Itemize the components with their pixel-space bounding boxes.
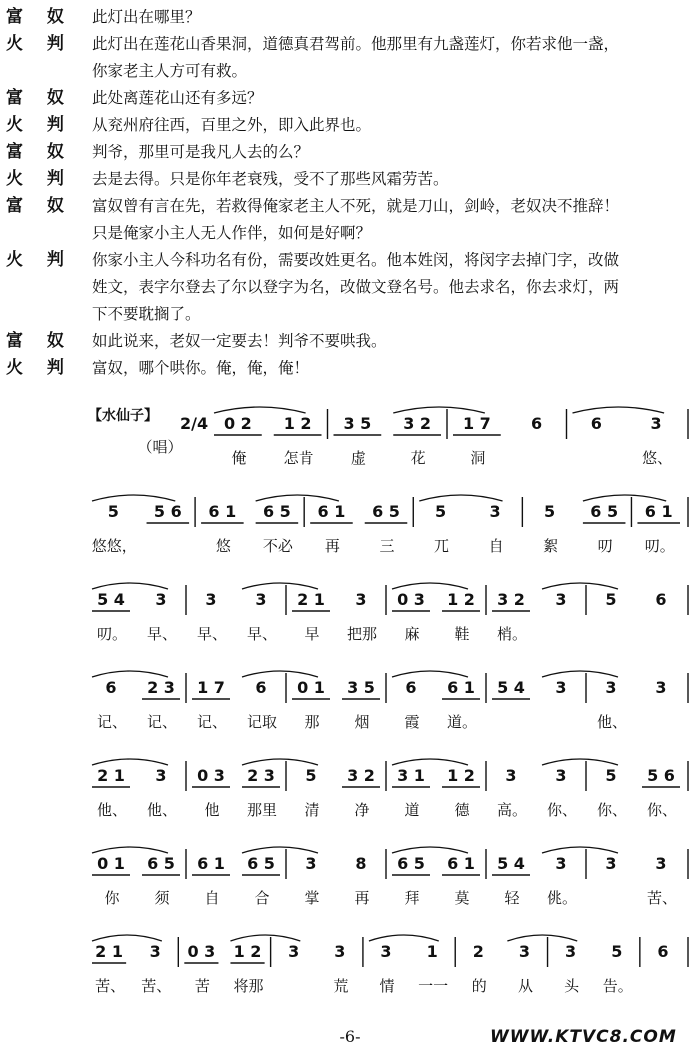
- lyric-syllable: 那: [304, 713, 320, 731]
- lyric-syllable: 他、: [96, 801, 127, 819]
- score-note: 6 1: [447, 678, 475, 697]
- score-note: 2 1: [95, 942, 123, 961]
- score-note: 1 2: [447, 766, 475, 785]
- score-note: 3: [355, 590, 367, 609]
- score-note: 5: [605, 590, 617, 609]
- lyric-syllable: 荒: [333, 977, 349, 995]
- score-note: 1 2: [447, 590, 475, 609]
- score-note: 6 1: [208, 502, 237, 521]
- score-note: 3: [149, 942, 161, 961]
- speech-text: 从兖州府往西，百里之外，即入此界也。: [92, 116, 372, 134]
- dialogue-line: [0, 220, 700, 247]
- lyric-syllable: 告。: [602, 977, 633, 995]
- score-note: 3: [555, 854, 567, 873]
- lyric-syllable: 叨。: [96, 625, 127, 643]
- lyric-syllable: 苦、: [95, 977, 126, 995]
- score-note: 5: [107, 502, 119, 521]
- lyric-syllable: 道。: [446, 713, 477, 731]
- qupai-title: 【水仙子】: [88, 408, 158, 424]
- dialogue-line: [0, 85, 700, 112]
- lyric-syllable: 自: [488, 537, 504, 555]
- score-note: 2: [472, 942, 484, 961]
- dialogue-line: [0, 4, 700, 31]
- lyric-syllable: 掌: [304, 889, 320, 907]
- slur-arc: [92, 935, 162, 941]
- score-note: 3: [155, 590, 167, 609]
- lyric-syllable: 轻: [504, 889, 520, 907]
- score-note: 6 5: [262, 502, 291, 521]
- time-signature: 2/4: [180, 414, 209, 433]
- lyric-syllable: 早、: [146, 625, 177, 643]
- dialogue-line: [0, 328, 700, 355]
- speech-text: 只是俺家小主人无人作伴，如何是好啊？: [92, 224, 372, 242]
- lyric-syllable: 叨: [597, 537, 613, 555]
- lyric-syllable: 不必: [262, 537, 293, 555]
- slur-arc: [369, 935, 439, 941]
- slur-arc: [542, 759, 618, 765]
- lyric-syllable: 自: [204, 889, 220, 907]
- speech-text: 富奴，哪个哄你。俺，俺，俺！: [92, 359, 310, 377]
- lyric-syllable: 他、: [146, 801, 177, 819]
- lyric-syllable: 梢。: [496, 625, 527, 643]
- dialogue-line: [0, 301, 700, 328]
- lyric-syllable: 拜: [404, 889, 420, 907]
- lyric-syllable: 的: [471, 977, 487, 995]
- slur-arc: [507, 935, 577, 941]
- speech-text: 此灯出在哪里？: [92, 8, 201, 26]
- speaker-name: 富 奴: [6, 142, 73, 162]
- lyric-syllable: 你: [104, 889, 120, 907]
- score-note: 6: [531, 414, 543, 433]
- lyric-syllable: 清: [304, 801, 320, 819]
- score-note: 0 2: [223, 414, 252, 433]
- slur-arc: [583, 495, 666, 501]
- score-note: 1: [426, 942, 438, 961]
- lyric-syllable: 莫: [454, 889, 470, 907]
- slur-arc: [92, 847, 168, 853]
- lyric-syllable: 洞: [470, 449, 486, 467]
- numbered-music-score: [0, 395, 700, 1015]
- lyric-syllable: 记、: [196, 713, 227, 731]
- speech-text: 此灯出在莲花山香果洞，道德真君驾前。他那里有九盏莲灯，你若求他一盏，: [92, 35, 620, 53]
- speech-text: 下不要耽搁了。: [92, 305, 201, 323]
- dialogue-line: [0, 166, 700, 193]
- score-note: 0 3: [197, 766, 225, 785]
- slur-arc: [256, 495, 339, 501]
- lyric-syllable: 高。: [496, 801, 527, 819]
- lyric-syllable: 把那: [346, 625, 377, 643]
- score-note: 5: [305, 766, 317, 785]
- lyric-syllable: 麻: [404, 625, 420, 643]
- score-note: 3 2: [403, 414, 432, 433]
- score-note: 6: [655, 590, 667, 609]
- lyric-syllable: 合: [254, 889, 270, 907]
- lyric-syllable: 他: [204, 801, 220, 819]
- speaker-name: 富 奴: [6, 331, 73, 351]
- score-note: 3: [334, 942, 346, 961]
- score-note: 6 1: [317, 502, 346, 521]
- score-note: 5 4: [497, 678, 525, 697]
- score-note: 3: [655, 854, 667, 873]
- score-note: 6 5: [590, 502, 619, 521]
- score-note: 0 1: [297, 678, 325, 697]
- score-note: 5 6: [153, 502, 182, 521]
- score-note: 3: [505, 766, 517, 785]
- slur-arc: [242, 671, 318, 677]
- lyric-syllable: 叨。: [644, 537, 675, 555]
- score-note: 6 5: [372, 502, 400, 521]
- score-note: 3: [605, 854, 617, 873]
- lyric-syllable: 你、: [596, 801, 627, 819]
- lyric-syllable: 一一: [418, 977, 449, 995]
- slur-arc: [392, 583, 468, 589]
- score-note: 3: [518, 942, 531, 961]
- lyric-syllable: 絮: [543, 537, 559, 555]
- score-note: 6 5: [397, 854, 425, 873]
- speaker-name: 火 判: [6, 358, 73, 378]
- score-note: 1 2: [283, 414, 312, 433]
- score-note: 1 2: [233, 942, 262, 961]
- dialogue-line: [0, 112, 700, 139]
- score-note: 6 5: [147, 854, 175, 873]
- score-note: 8: [355, 854, 367, 873]
- score-note: 6: [590, 414, 602, 433]
- score-note: 3: [565, 942, 577, 961]
- slur-arc: [242, 759, 318, 765]
- score-note: 5 4: [97, 590, 125, 609]
- lyric-syllable: 早、: [246, 625, 277, 643]
- score-note: 3 2: [497, 590, 525, 609]
- score-note: 3: [555, 766, 567, 785]
- slur-arc: [542, 847, 618, 853]
- speech-text: 富奴曾有言在先，若救得俺家老主人不死，就是刀山，剑岭，老奴决不推辞！: [92, 197, 620, 215]
- speaker-name: 富 奴: [6, 196, 73, 216]
- score-note: 3: [555, 678, 567, 697]
- site-watermark: WWW.KTVC8.COM: [490, 1027, 677, 1047]
- score-note: 3 5: [347, 678, 375, 697]
- speech-text: 你家小主人今科功名有份，需要改姓更名。他本姓闵，将闵字去掉门字，改做: [92, 251, 620, 269]
- slur-arc: [230, 935, 300, 941]
- lyric-syllable: 头: [564, 977, 580, 995]
- score-note: 6: [405, 678, 417, 697]
- score-note: 5: [544, 502, 556, 521]
- lyric-syllable: 他、: [596, 713, 627, 731]
- slur-arc: [92, 495, 175, 501]
- dialogue-line: [0, 139, 700, 166]
- slur-arc: [393, 407, 485, 413]
- speaker-name: 富 奴: [6, 88, 73, 108]
- score-note: 3 5: [343, 414, 372, 433]
- score-note: 2 1: [297, 590, 325, 609]
- speaker-name: 火 判: [6, 34, 73, 54]
- lyric-syllable: 须: [154, 889, 170, 907]
- slur-arc: [419, 495, 502, 501]
- dialogue-line: [0, 193, 700, 220]
- score-note: 6 1: [644, 502, 673, 521]
- score-note: 5 6: [647, 766, 675, 785]
- lyric-syllable: 道: [404, 801, 420, 819]
- score-note: 0 1: [97, 854, 125, 873]
- slur-arc: [242, 847, 318, 853]
- score-note: 3: [650, 414, 662, 433]
- lyric-syllable: 将那: [233, 977, 264, 995]
- lyric-syllable: 花: [410, 449, 426, 467]
- lyric-syllable: 悠、: [642, 449, 673, 467]
- slur-arc: [392, 847, 468, 853]
- lyric-syllable: 你、: [646, 801, 677, 819]
- lyric-syllable: 苦、: [141, 977, 172, 995]
- page-number: -6-: [339, 1027, 361, 1046]
- slur-arc: [92, 671, 168, 677]
- speaker-name: 火 判: [6, 115, 73, 135]
- lyric-syllable: 情: [379, 977, 395, 995]
- score-note: 3: [288, 942, 300, 961]
- score-note: 3 2: [347, 766, 375, 785]
- score-note: 1 7: [462, 414, 491, 433]
- lyric-syllable: 三: [379, 537, 395, 555]
- score-note: 6: [657, 942, 669, 961]
- slur-arc: [392, 759, 468, 765]
- dialogue-line: [0, 355, 700, 382]
- score-note: 6: [105, 678, 117, 697]
- lyric-syllable: 兀: [434, 537, 450, 555]
- dialogue-line: [0, 274, 700, 301]
- score-note: 5 4: [497, 854, 525, 873]
- lyric-syllable: 苦: [194, 977, 210, 995]
- dialogue-line: [0, 31, 700, 58]
- slur-arc: [392, 671, 468, 677]
- score-note: 0 3: [187, 942, 216, 961]
- score-note: 3 1: [397, 766, 425, 785]
- score-note: 3: [380, 942, 392, 961]
- lyric-syllable: 霞: [404, 713, 420, 731]
- score-note: 1 7: [197, 678, 225, 697]
- speaker-name: 富 奴: [6, 7, 73, 27]
- lyric-syllable: 佻。: [546, 889, 577, 907]
- score-lines: [0, 395, 700, 1015]
- lyric-syllable: 悠: [215, 537, 231, 555]
- score-note: 3: [555, 590, 567, 609]
- lyric-syllable: 怎肯: [283, 449, 314, 467]
- lyric-syllable: 早、: [196, 625, 227, 643]
- slur-arc: [542, 671, 618, 677]
- score-note: 3: [305, 854, 317, 873]
- score-note: 2 1: [97, 766, 125, 785]
- score-note: 2 3: [247, 766, 275, 785]
- score-note: 3: [655, 678, 667, 697]
- speaker-name: 火 判: [6, 250, 73, 270]
- score-note: 3: [255, 590, 267, 609]
- lyric-syllable: 记、: [96, 713, 127, 731]
- lyric-syllable: 虚: [350, 449, 366, 467]
- speech-text: 去是去得。只是你年老衰残，受不了那些风霜劳苦。: [92, 170, 449, 188]
- slur-arc: [573, 407, 665, 413]
- lyric-syllable: 悠悠，: [91, 537, 137, 555]
- score-note: 6 1: [197, 854, 225, 873]
- slur-arc: [542, 583, 618, 589]
- speech-text: 此处离莲花山还有多远？: [92, 89, 263, 107]
- lyric-syllable: 再: [354, 889, 370, 907]
- lyric-syllable: 俺: [231, 449, 247, 467]
- score-note: 5: [611, 942, 623, 961]
- score-note: 3: [605, 678, 617, 697]
- sing-mark: （唱）: [137, 438, 183, 456]
- lyric-syllable: 早: [304, 625, 320, 643]
- lyric-syllable: 净: [354, 801, 370, 819]
- score-note: 3: [205, 590, 217, 609]
- slur-arc: [92, 583, 168, 589]
- score-note: 5: [434, 502, 447, 521]
- lyric-syllable: 德: [454, 801, 470, 819]
- speech-text: 姓文，表字尔登去了尔以登字为名，改做文登名号。他去求名，你去求灯，两: [92, 278, 620, 296]
- score-note: 0 3: [397, 590, 425, 609]
- dialogue-line: [0, 247, 700, 274]
- speaker-name: 火 判: [6, 169, 73, 189]
- lyric-syllable: 苦、: [646, 889, 677, 907]
- score-note: 5: [605, 766, 617, 785]
- score-note: 6: [255, 678, 267, 697]
- score-note: 2 3: [147, 678, 175, 697]
- lyric-syllable: 从: [517, 977, 533, 995]
- slur-arc: [92, 759, 168, 765]
- lyric-syllable: 那里: [246, 801, 277, 819]
- lyric-syllable: 记取: [246, 713, 277, 731]
- score-note: 3: [155, 766, 167, 785]
- slur-arc: [242, 583, 318, 589]
- lyric-syllable: 鞋: [454, 625, 470, 643]
- lyric-syllable: 烟: [354, 713, 370, 731]
- speech-text: 如此说来，老奴一定要去！判爷不要哄我。: [92, 332, 387, 350]
- lyric-syllable: 再: [324, 537, 340, 555]
- speech-text: 判爷，那里可是我凡人去的么？: [92, 143, 310, 161]
- speech-text: 你家老主人方可有救。: [92, 62, 248, 80]
- lyric-syllable: 你、: [546, 801, 577, 819]
- dialogue-line: [0, 58, 700, 85]
- score-note: 6 5: [247, 854, 275, 873]
- slur-arc: [214, 407, 306, 413]
- lyric-syllable: 记、: [146, 713, 177, 731]
- score-note: 6 1: [447, 854, 475, 873]
- score-note: 3: [489, 502, 501, 521]
- page-footer: [0, 1026, 700, 1051]
